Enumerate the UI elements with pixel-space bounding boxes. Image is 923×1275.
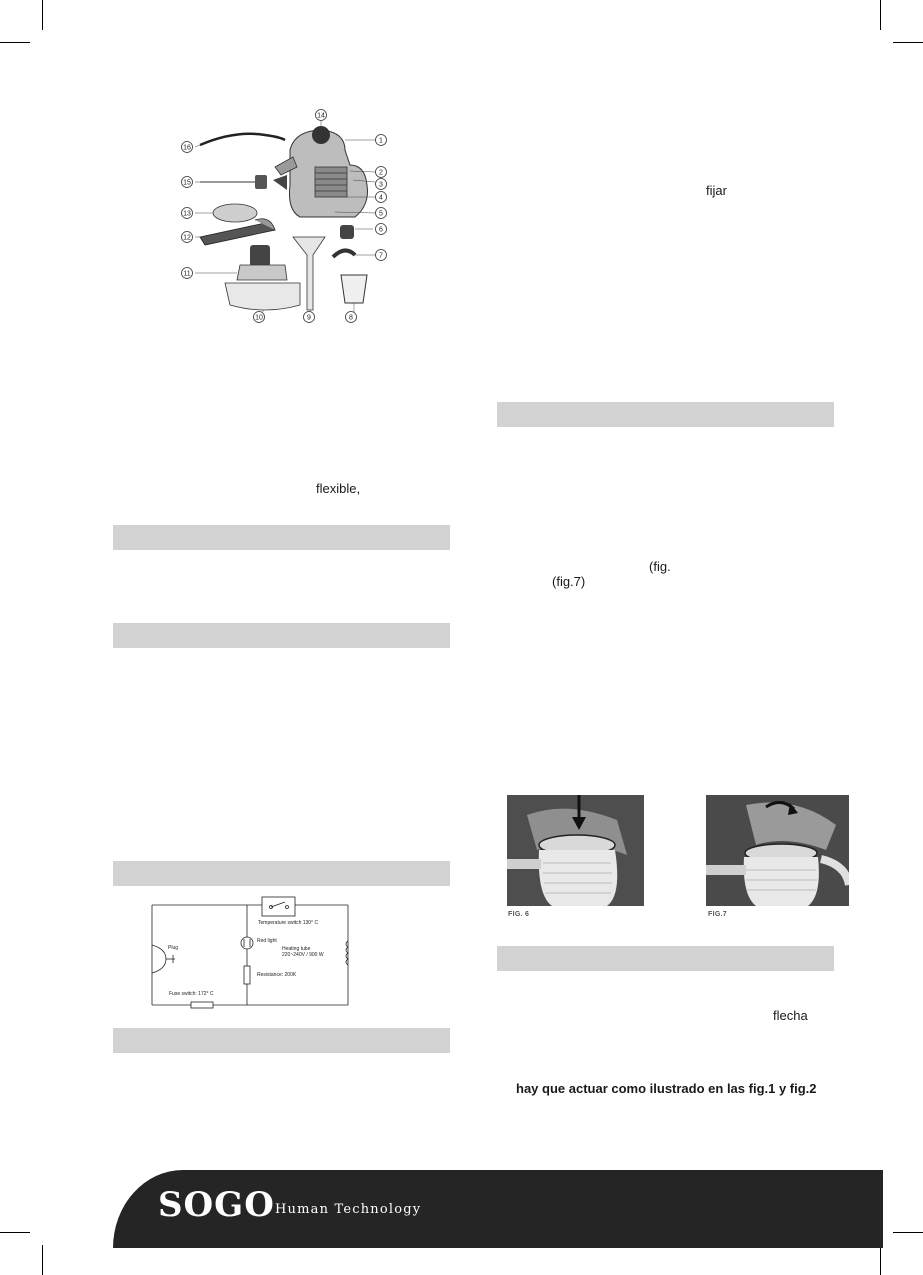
text-fragment-flexible: flexible,	[316, 481, 361, 496]
crop-mark	[0, 42, 30, 43]
figure-6-caption: FIG. 6	[508, 911, 530, 918]
callout-label: 9	[307, 314, 311, 322]
fuse-switch-label: Fuse switch: 172° C	[169, 991, 214, 997]
callout-label: 13	[183, 210, 191, 218]
callout-label: 10	[255, 314, 263, 322]
section-heading-bar	[113, 861, 450, 886]
text-fragment-fijar: fijar	[706, 183, 727, 198]
callout-label: 16	[183, 144, 191, 152]
hose-part	[200, 134, 285, 145]
callout-label: 5	[379, 210, 383, 218]
section-heading-bar	[113, 1028, 450, 1053]
crop-mark	[880, 1245, 881, 1275]
crop-mark	[42, 0, 43, 30]
brand-logo: SOGO	[158, 1185, 275, 1225]
text-fragment-fig7: (fig.7)	[552, 574, 586, 589]
figure-7-caption: FIG.7	[708, 911, 728, 918]
instruction-note: hay que actuar como ilustrado en las fig.1 y fig.2	[516, 1081, 817, 1096]
brand-tagline: Human Technology	[275, 1202, 422, 1217]
crop-mark	[893, 1232, 923, 1233]
heating-tube-spec-label: 220~240V / 900 W	[282, 952, 324, 958]
callout-label: 11	[183, 270, 191, 278]
crop-mark	[0, 1232, 30, 1233]
section-heading-bar	[113, 525, 450, 550]
section-heading-bar	[113, 623, 450, 648]
circuit-diagram	[135, 893, 350, 1013]
callout-label: 3	[379, 181, 383, 189]
callout-label: 4	[379, 194, 383, 202]
callout-label: 7	[379, 252, 383, 260]
section-heading-bar	[497, 402, 834, 427]
callout-label: 6	[379, 226, 383, 234]
resistance-label: Resistance: 200K	[257, 972, 297, 978]
plug-label: Plug	[168, 945, 179, 951]
callout-label: 12	[183, 234, 191, 242]
text-fragment-fig: (fig.	[649, 559, 671, 574]
figure-7-photo	[706, 795, 849, 906]
section-heading-bar	[497, 946, 834, 971]
figure-6-photo	[507, 795, 644, 906]
callout-label: 15	[183, 179, 191, 187]
crop-mark	[42, 1245, 43, 1275]
callout-label: 1	[379, 137, 383, 145]
callout-label: 2	[379, 169, 383, 177]
crop-mark	[880, 0, 881, 30]
text-fragment-flecha: flecha	[773, 1008, 808, 1023]
temperature-switch-label: Temperature switch 130° C	[258, 920, 319, 926]
callout-label: 8	[349, 314, 353, 322]
red-light-label: Red light	[257, 938, 277, 944]
parts-diagram	[175, 105, 400, 327]
callout-label: 14	[317, 112, 325, 120]
heating-tube-label: Heating tube	[282, 946, 311, 952]
crop-mark	[893, 42, 923, 43]
